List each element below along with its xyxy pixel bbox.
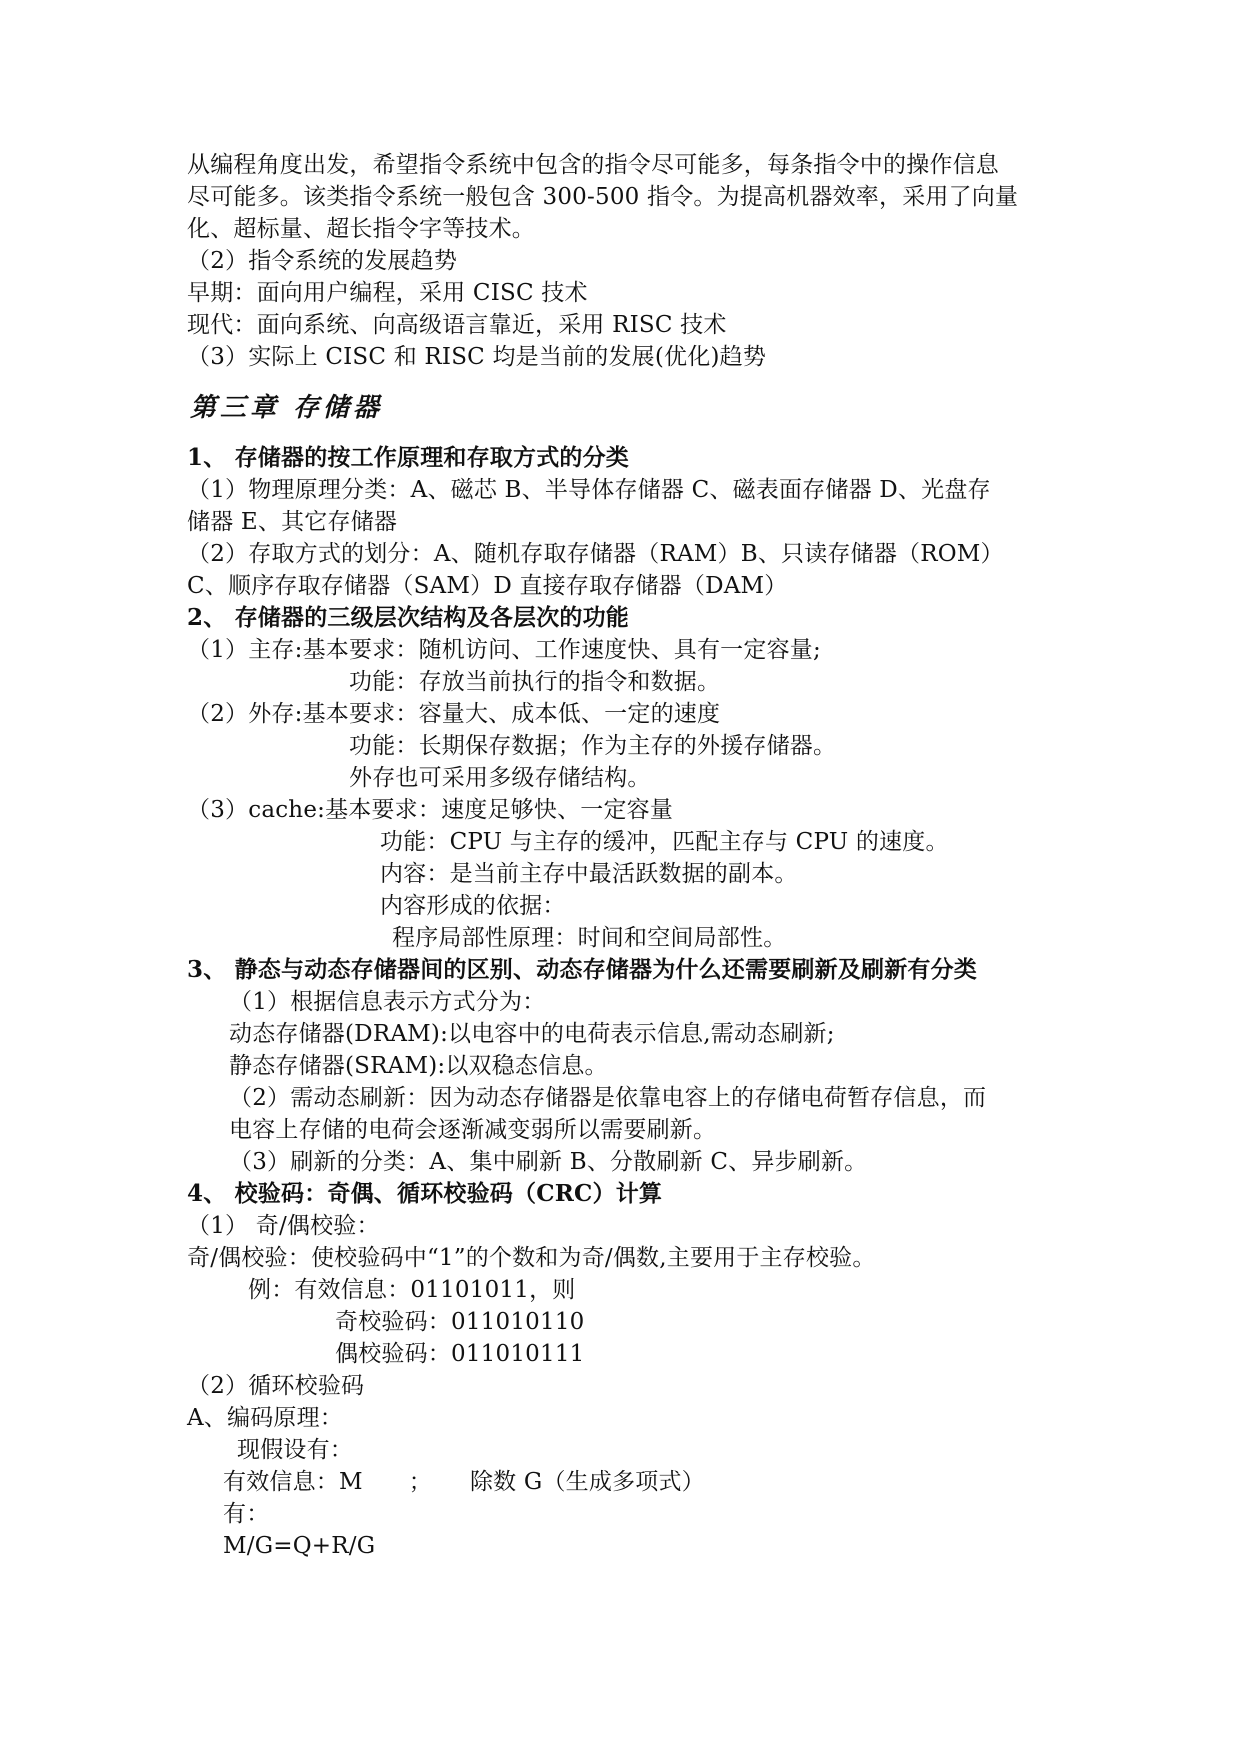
text-line: 内容：是当前主存中最活跃数据的副本。 [380, 861, 798, 887]
formula-line: M/G=Q+R/G [223, 1533, 376, 1559]
text-line: 有： [223, 1501, 270, 1527]
text-line: 功能：CPU 与主存的缓冲，匹配主存与 CPU 的速度。 [380, 829, 949, 855]
section-heading-2: 2、 存储器的三级层次结构及各层次的功能 [187, 604, 630, 631]
text-line: C、顺序存取存储器（SAM）D 直接存取存储器（DAM） [187, 573, 788, 599]
section-heading-4: 4、 校验码：奇偶、循环校验码（CRC）计算 [187, 1180, 663, 1207]
text-line: 化、超标量、超长指令字等技术。 [187, 216, 535, 242]
text-line: 动态存储器(DRAM):以电容中的电荷表示信息,需动态刷新; [229, 1021, 835, 1047]
text-line: 早期：面向用户编程，采用 CISC 技术 [187, 280, 588, 306]
text-line [223, 1467, 705, 1497]
text-fragment: ； [408, 1469, 432, 1495]
text-line: （1） 奇/偶校验： [187, 1213, 380, 1239]
text-line: （3）刷新的分类：A、集中刷新 B、分散刷新 C、异步刷新。 [229, 1149, 868, 1175]
section-heading-1: 1、 存储器的按工作原理和存取方式的分类 [187, 444, 630, 471]
text-line: 功能：长期保存数据；作为主存的外援存储器。 [349, 733, 837, 759]
text-line: （2）外存:基本要求：容量大、成本低、一定的速度 [187, 701, 721, 727]
text-line: A、编码原理： [187, 1405, 344, 1431]
text-line: （2）需动态刷新：因为动态存储器是依靠电容上的存储电荷暂存信息，而 [229, 1085, 987, 1111]
text-line: 从编程角度出发，希望指令系统中包含的指令尽可能多，每条指令中的操作信息 [187, 152, 999, 178]
text-line: 功能：存放当前执行的指令和数据。 [349, 669, 721, 695]
text-line: 电容上存储的电荷会逐渐减变弱所以需要刷新。 [229, 1117, 717, 1143]
text-line: 奇校验码：011010110 [335, 1309, 585, 1335]
text-line: （1）主存:基本要求：随机访问、工作速度快、具有一定容量; [187, 637, 821, 663]
text-line: 尽可能多。该类指令系统一般包含 300-500 指令。为提高机器效率，采用了向量 [187, 184, 1019, 210]
text-line: 外存也可采用多级存储结构。 [349, 765, 651, 791]
text-line: 程序局部性原理：时间和空间局部性。 [392, 925, 787, 951]
text-line: （2）存取方式的划分：A、随机存取存储器（RAM）B、只读存储器（ROM） [187, 541, 1004, 567]
text-line: 现代：面向系统、向高级语言靠近，采用 RISC 技术 [187, 312, 727, 338]
text-fragment: 有效信息：M [223, 1469, 363, 1495]
text-line: （2）指令系统的发展趋势 [187, 248, 458, 274]
text-line: 储器 E、其它存储器 [187, 509, 398, 535]
text-line: （1）物理原理分类：A、磁芯 B、半导体存储器 C、磁表面存储器 D、光盘存 [187, 477, 991, 503]
section-heading-3: 3、 静态与动态存储器间的区别、动态存储器为什么还需要刷新及刷新有分类 [187, 956, 978, 983]
chapter-title: 第三章 存储器 [190, 393, 384, 423]
text-line: （1）根据信息表示方式分为： [229, 989, 546, 1015]
text-line: 内容形成的依据： [380, 893, 566, 919]
text-fragment: 除数 G（生成多项式） [469, 1469, 705, 1495]
text-line: （2）循环校验码 [187, 1373, 365, 1399]
text-line: 例：有效信息：01101011，则 [248, 1277, 576, 1303]
text-line: （3）cache:基本要求：速度足够快、一定容量 [187, 797, 674, 823]
text-line: 偶校验码：011010111 [335, 1341, 585, 1367]
text-line: （3）实际上 CISC 和 RISC 均是当前的发展(优化)趋势 [187, 344, 767, 370]
text-line: 现假设有： [237, 1437, 353, 1463]
text-line: 静态存储器(SRAM):以双稳态信息。 [229, 1053, 608, 1079]
text-line: 奇/偶校验：使校验码中“1”的个数和为奇/偶数,主要用于主存校验。 [187, 1245, 876, 1271]
